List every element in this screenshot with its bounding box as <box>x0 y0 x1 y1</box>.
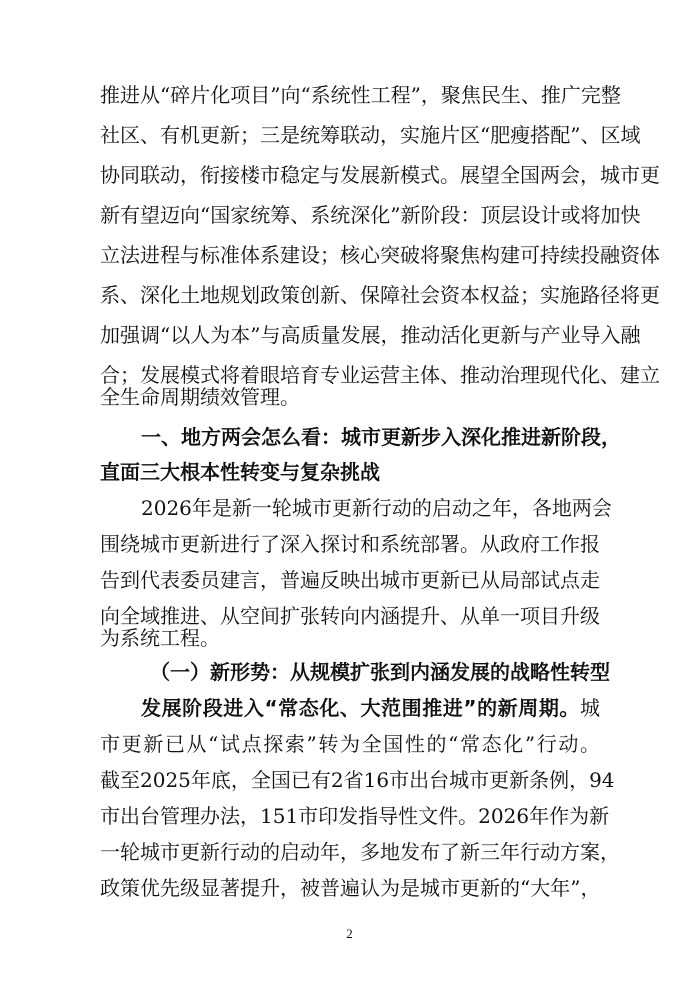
paragraph-lead-tail: 城 <box>580 696 600 720</box>
section-heading-line: 一、地方两会怎么看：城市更新步入深化推进新阶段， <box>141 425 621 449</box>
body-text-line: 截至2025年底，全国已有2省16市出台城市更新条例，94 <box>100 768 615 792</box>
body-text-line: 市出台管理办法，151市印发指导性文件。2026年作为新 <box>100 804 610 828</box>
body-text-line: 全生命周期绩效管理。 <box>100 385 300 409</box>
body-text-line: 告到代表委员建言，普遍反映出城市更新已从局部试点走 <box>100 568 600 592</box>
body-text-line: 围绕城市更新进行了深入探讨和系统部署。从政府工作报 <box>100 532 600 556</box>
body-text-line: 一轮城市更新行动的启动年，多地发布了新三年行动方案， <box>100 840 620 864</box>
body-text-line: 系、深化土地规划政策创新、保障社会资本权益；实施路径将更 <box>100 283 660 307</box>
body-text-line: 合；发展模式将着眼培育专业运营主体、推动治理现代化、建立 <box>100 363 660 387</box>
body-text-line: 推进从“碎片化项目”向“系统性工程”，聚焦民生、推广完整 <box>100 83 621 107</box>
paragraph-lead-sentence: 发展阶段进入“常态化、大范围推进”的新周期。 <box>141 696 580 720</box>
body-text-line <box>141 689 600 727</box>
body-text-line: 新有望迈向“国家统筹、系统深化”新阶段：顶层设计或将加快 <box>100 203 641 227</box>
body-text-line: 2026年是新一轮城市更新行动的启动之年，各地两会 <box>141 496 612 520</box>
body-text-line: 市更新已从“试点探索”转为全国性的“常态化”行动。 <box>100 732 600 756</box>
body-text-line: 加强调“以人为本”与高质量发展，推动活化更新与产业导入融 <box>100 323 641 347</box>
body-text-line: 政策优先级显著提升，被普遍认为是城市更新的“大年”， <box>100 876 601 900</box>
page-number: 2 <box>346 926 353 941</box>
body-text-line: 向全域推进、从空间扩张转向内涵提升、从单一项目升级 <box>100 604 600 628</box>
section-heading-line: 直面三大根本性转变与复杂挑战 <box>100 460 380 484</box>
subsection-heading: （一）新形势：从规模扩张到内涵发展的战略性转型 <box>150 660 610 684</box>
body-text-line: 为系统工程。 <box>100 626 220 650</box>
body-text-line: 社区、有机更新；三是统筹联动，实施片区“肥瘦搭配”、区域 <box>100 123 641 147</box>
body-text-line: 协同联动，衔接楼市稳定与发展新模式。展望全国两会，城市更 <box>100 163 660 187</box>
body-text-line: 立法进程与标准体系建设；核心突破将聚焦构建可持续投融资体 <box>100 243 660 267</box>
